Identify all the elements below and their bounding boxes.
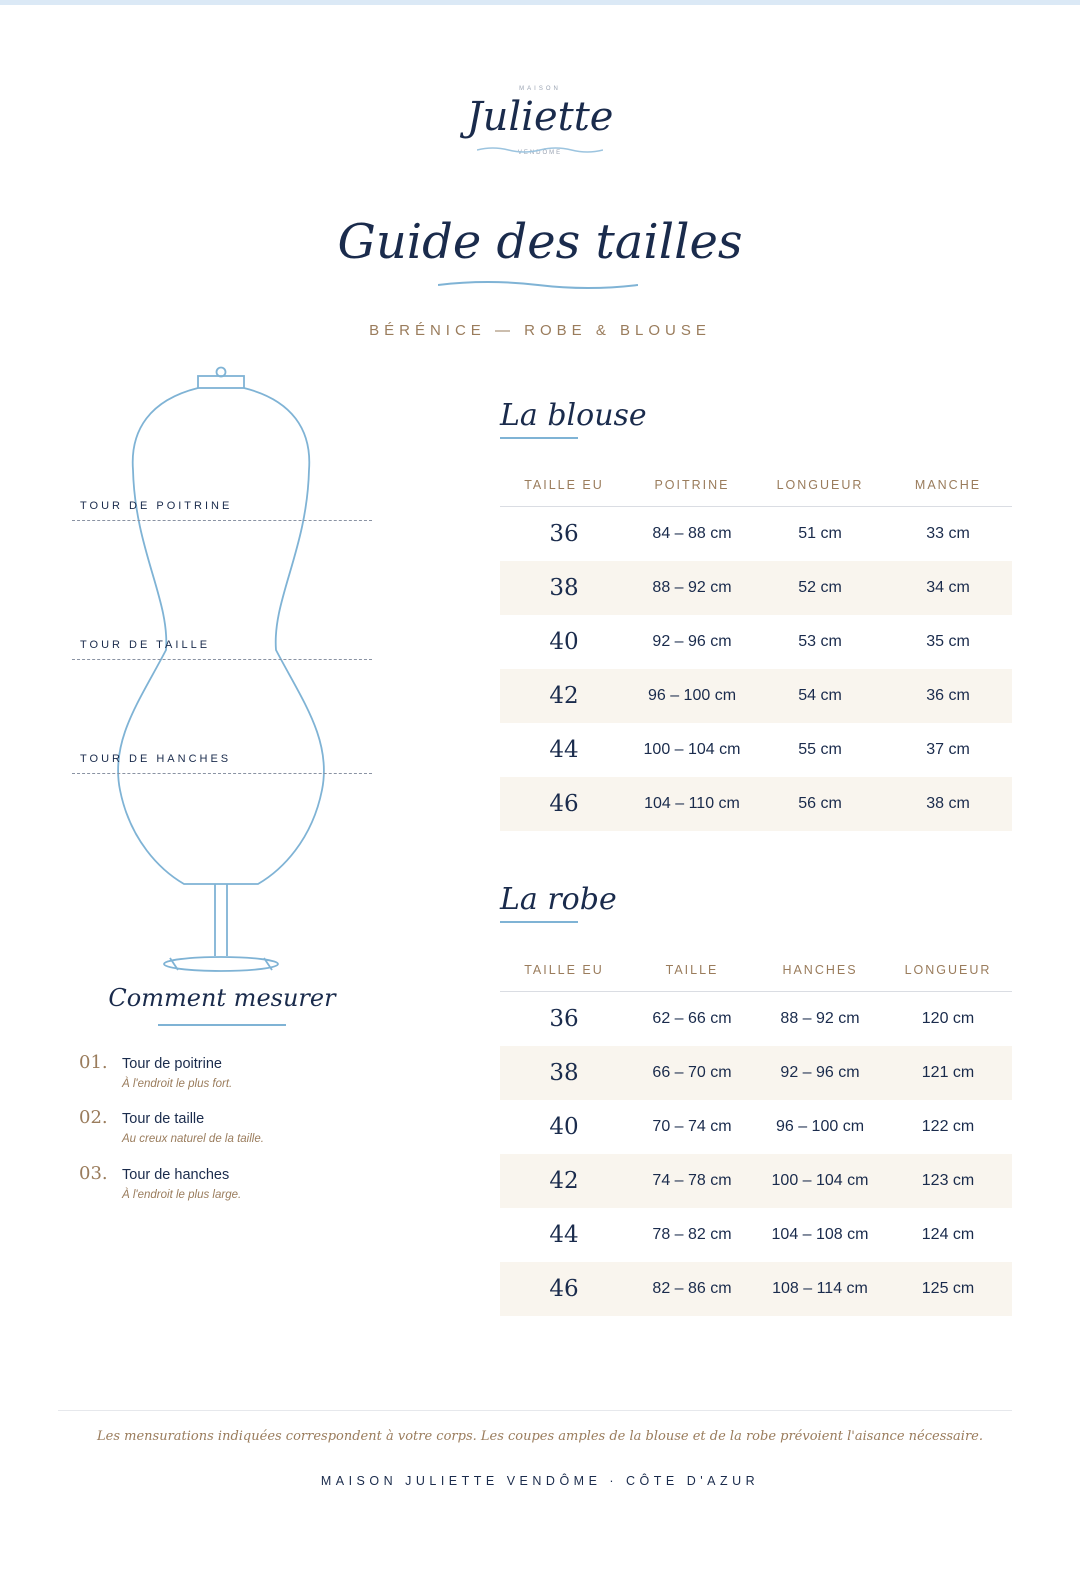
step-description: Au creux naturel de la taille. [122,1133,264,1145]
column-header: LONGUEUR [904,963,992,977]
column-header: TAILLE EU [524,478,604,492]
measure-label-waist: TOUR DE TAILLE [80,639,211,651]
table-cell: 78 – 82 cm [652,1226,732,1243]
table-row [500,615,1012,669]
size-cell: 36 [549,1006,579,1032]
table-header [500,475,1012,507]
size-cell: 40 [549,1114,579,1140]
table-cell: 104 – 110 cm [644,795,740,812]
size-cell: 44 [549,737,579,763]
size-cell: 46 [549,1276,579,1302]
table-row [500,1154,1012,1208]
table-cell: 120 cm [921,1010,975,1027]
title-wave-icon [438,279,638,291]
table-cell: 96 – 100 cm [775,1118,865,1135]
table-cell: 88 – 92 cm [780,1010,860,1027]
table-row [500,507,1012,561]
size-cell: 42 [549,1168,579,1194]
table-cell: 51 cm [798,525,842,542]
table-cell: 100 – 104 cm [771,1172,869,1189]
table-cell: 122 cm [921,1118,975,1135]
column-header: LONGUEUR [776,478,864,492]
how-to-title: Comment mesurer [108,984,336,1012]
table-cell: 92 – 96 cm [780,1064,860,1081]
table-cell: 38 cm [926,795,970,812]
table-cell: 123 cm [921,1172,975,1189]
table-cell: 35 cm [926,633,970,650]
table-cell: 54 cm [798,687,842,704]
step-title: Tour de hanches [122,1167,230,1183]
table-cell: 66 – 70 cm [652,1064,732,1081]
logo-wave-icon [477,146,603,154]
waist-measure-line [72,659,372,660]
table-header [500,960,1012,992]
table-cell: 62 – 66 cm [652,1010,732,1027]
table-cell: 37 cm [926,741,970,758]
step-number: 02. [79,1107,108,1128]
table-cell: 124 cm [921,1226,975,1243]
table-cell: 36 cm [926,687,970,704]
brand-logo [0,86,1080,156]
table-row [500,1262,1012,1316]
size-cell: 42 [549,683,579,709]
size-cell: 44 [549,1222,579,1248]
step-number: 01. [79,1052,108,1073]
blouse-title-underline [500,437,578,439]
table-cell: 70 – 74 cm [652,1118,732,1135]
footer-brand: MAISON JULIETTE VENDÔME · CÔTE D'AZUR [320,1474,760,1488]
table-cell: 84 – 88 cm [652,525,732,542]
step-description: À l'endroit le plus fort. [122,1078,233,1090]
column-header: HANCHES [782,963,858,977]
size-cell: 38 [549,1060,579,1086]
robe-title-underline [500,921,578,923]
footer-note: Les mensurations indiquées correspondent à votre corps. Les coupes amples de la blouse et de la robe prévoient l'aisance nécessaire. [97,1429,983,1444]
step-title: Tour de taille [122,1111,205,1127]
robe-size-table [500,960,1012,1316]
table-cell: 52 cm [798,579,842,596]
blouse-size-table [500,475,1012,831]
table-row [500,1100,1012,1154]
size-cell: 38 [549,575,579,601]
table-cell: 34 cm [926,579,970,596]
table-cell: 55 cm [798,741,842,758]
logo-name: Juliette [466,94,614,140]
page-subtitle: BÉRÉNICE — ROBE & BLOUSE [369,322,711,339]
size-cell: 46 [549,791,579,817]
table-cell: 56 cm [798,795,842,812]
step-number: 03. [79,1163,108,1184]
chest-measure-line [72,520,372,521]
table-row [500,1046,1012,1100]
table-row [500,561,1012,615]
table-cell: 92 – 96 cm [652,633,732,650]
measure-label-hips: TOUR DE HANCHES [80,753,232,765]
table-cell: 104 – 108 cm [771,1226,869,1243]
top-accent-bar [0,0,1080,5]
footer-divider [58,1410,1012,1411]
robe-section-title: La robe [500,882,617,917]
table-cell: 100 – 104 cm [643,741,741,758]
logo-bottom-text: VENDÔME [517,150,563,156]
table-cell: 96 – 100 cm [647,687,737,704]
table-cell: 53 cm [798,633,842,650]
column-header: MANCHE [914,478,982,492]
table-cell: 82 – 86 cm [652,1280,732,1297]
table-row [500,992,1012,1046]
table-row [500,777,1012,831]
logo-top-text: MAISON [519,86,561,92]
table-cell: 125 cm [921,1280,975,1297]
table-cell: 88 – 92 cm [652,579,732,596]
table-row [500,723,1012,777]
blouse-section-title: La blouse [500,398,647,433]
step-description: À l'endroit le plus large. [122,1189,242,1201]
size-cell: 40 [549,629,579,655]
dress-form-icon [60,362,380,982]
table-cell: 121 cm [921,1064,975,1081]
page-title: Guide des tailles [337,214,743,270]
table-cell: 33 cm [926,525,970,542]
column-header: TAILLE EU [524,963,604,977]
step-title: Tour de poitrine [122,1056,222,1072]
measure-label-chest: TOUR DE POITRINE [80,500,233,512]
table-row [500,1208,1012,1262]
hips-measure-line [72,773,372,774]
table-row [500,669,1012,723]
table-cell: 108 – 114 cm [772,1280,868,1297]
column-header: TAILLE [665,963,719,977]
table-cell: 74 – 78 cm [652,1172,732,1189]
column-header: POITRINE [654,478,730,492]
how-to-underline [158,1024,286,1026]
size-cell: 36 [549,521,579,547]
